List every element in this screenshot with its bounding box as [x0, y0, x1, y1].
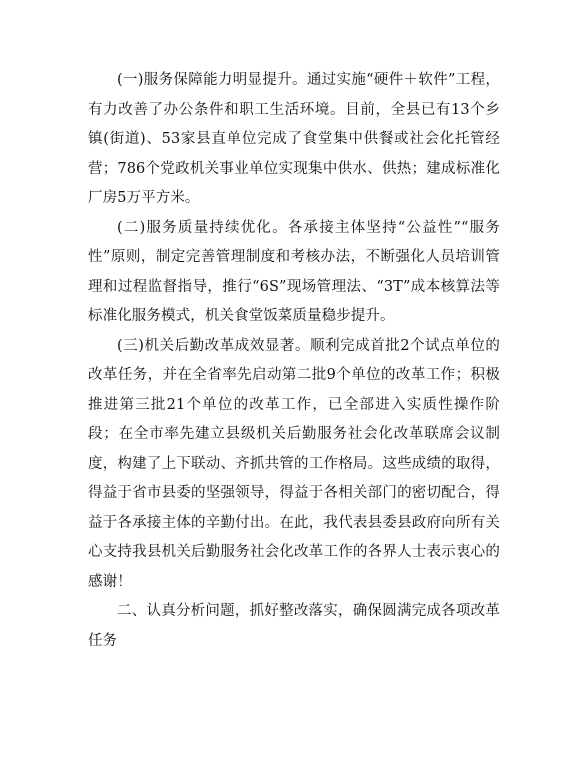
- document-body: [88, 66, 500, 656]
- paragraph-service-quality: (二)服务质量持续优化。各承接主体坚持“公益性”“服务性”原则，制定完善管理制度和考核办法，不断强化人员培训管理和过程监督指导，推行“6S”现场管理法、“3T”成本核算法等标准化服务模式，机关食堂饭菜质量稳步提升。: [88, 219, 500, 324]
- paragraph-reform-results: (三)机关后勤改革成效显著。顺利完成首批2个试点单位的改革任务，并在全省率先启动第二批9个单位的改革工作；积极推进第三批21个单位的改革工作，已全部进入实质性操作阶段；在全市率先建立县级机关后勤服务社会化改革联席会议制度，构建了上下联动、齐抓共管的工作格局。这些成绩的取得，得益于省市县委的坚强领导，得益于各相关部门的密切配合，得益于各承接主体的辛勤付出。在此，我代表县委县政府向所有关心支持我县机关后勤服务社会化改革工作的各界人士表示衷心的感谢！: [88, 337, 500, 590]
- section-heading-two: 二、认真分析问题，抓好整改落实，确保圆满完成各项改革任务: [88, 603, 500, 649]
- paragraph-service-capacity: (一)服务保障能力明显提升。通过实施“硬件＋软件”工程，有力改善了办公条件和职工生活环境。目前，全县已有13个乡镇(街道)、53家县直单位完成了食堂集中供餐或社会化托管经营；786个党政机关事业单位实现集中供水、供热；建成标准化厂房5万平方米。: [88, 72, 500, 206]
